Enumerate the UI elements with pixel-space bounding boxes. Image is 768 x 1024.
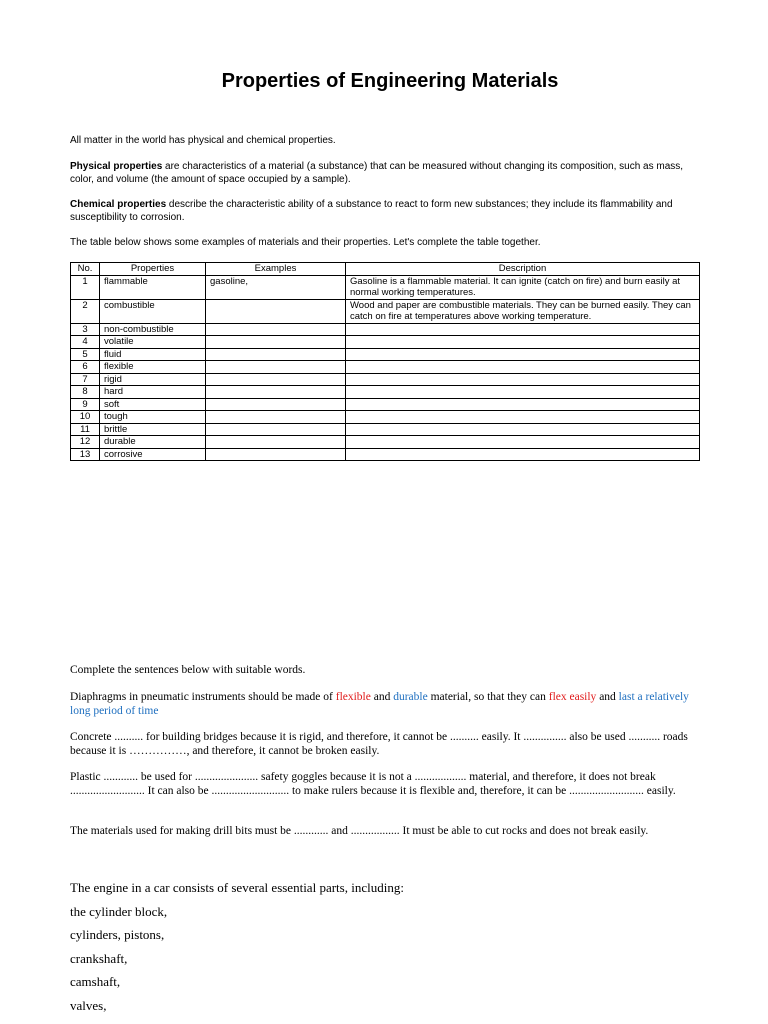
table-row xyxy=(71,336,700,349)
header-description: Description xyxy=(346,263,700,276)
row-example: gasoline, xyxy=(206,275,346,299)
chemical-properties-text: describe the characteristic ability of a substance to react to form new substances; they include its flammability and susceptibility to corrosion. xyxy=(70,199,673,223)
row-property: durable xyxy=(100,436,206,449)
row-number: 5 xyxy=(71,348,100,361)
row-description xyxy=(346,373,700,386)
engine-part-item: valves, xyxy=(70,998,107,1013)
row-example xyxy=(206,323,346,336)
page-title: Properties of Engineering Materials xyxy=(221,70,559,92)
row-example xyxy=(206,448,346,461)
intro-paragraph: All matter in the world has physical and chemical properties. xyxy=(70,135,336,146)
row-property: soft xyxy=(100,398,206,411)
table-row xyxy=(71,386,700,399)
engine-part-item: camshaft, xyxy=(70,974,121,989)
row-description xyxy=(346,411,700,424)
row-property: volatile xyxy=(100,336,206,349)
table-row xyxy=(71,373,700,386)
sentence-drill-bits: The materials used for making drill bits must be ............ and ................. It must be able to cut rocks and does not break easily. xyxy=(70,825,649,837)
row-property: rigid xyxy=(100,373,206,386)
header-examples: Examples xyxy=(206,263,346,276)
row-property: brittle xyxy=(100,423,206,436)
properties-table xyxy=(70,262,700,461)
row-example xyxy=(206,398,346,411)
row-example xyxy=(206,423,346,436)
table-intro-paragraph: The table below shows some examples of materials and their properties. Let's complete the table together. xyxy=(70,237,541,248)
table-header-row xyxy=(71,263,700,276)
row-description xyxy=(346,423,700,436)
row-number: 8 xyxy=(71,386,100,399)
engine-part-item: crankshaft, xyxy=(70,951,128,966)
row-example xyxy=(206,336,346,349)
chemical-properties-term: Chemical properties xyxy=(70,199,167,210)
row-number: 10 xyxy=(71,411,100,424)
row-example xyxy=(206,373,346,386)
row-example xyxy=(206,361,346,374)
row-example xyxy=(206,386,346,399)
answer-flex-easily: flex easily xyxy=(548,691,597,703)
engine-part-item: cylinders, pistons, xyxy=(70,927,165,942)
table-row xyxy=(71,411,700,424)
answer-durable: durable xyxy=(393,691,428,703)
row-property: tough xyxy=(100,411,206,424)
table-row xyxy=(71,423,700,436)
sentences-instruction: Complete the sentences below with suitable words. xyxy=(70,664,306,676)
engine-intro: The engine in a car consists of several essential parts, including: xyxy=(70,880,404,895)
row-number: 13 xyxy=(71,448,100,461)
row-number: 1 xyxy=(71,275,100,299)
row-property: flammable xyxy=(100,275,206,299)
row-description xyxy=(346,386,700,399)
row-description xyxy=(346,336,700,349)
physical-properties-term: Physical properties xyxy=(70,161,163,172)
table-row xyxy=(71,361,700,374)
row-number: 2 xyxy=(71,299,100,323)
row-property: flexible xyxy=(100,361,206,374)
s1-part-c: and xyxy=(370,691,394,703)
row-property: combustible xyxy=(100,299,206,323)
s1-part-g: and xyxy=(596,691,619,703)
row-property: fluid xyxy=(100,348,206,361)
row-example xyxy=(206,299,346,323)
header-properties: Properties xyxy=(100,263,206,276)
row-description: Wood and paper are combustible materials. They can be burned easily. They can catch on fire at temperatures above working temperature. xyxy=(346,299,700,323)
chemical-properties-paragraph xyxy=(70,198,704,224)
table-row xyxy=(71,323,700,336)
row-number: 11 xyxy=(71,423,100,436)
row-example xyxy=(206,436,346,449)
table-row xyxy=(71,448,700,461)
row-property: hard xyxy=(100,386,206,399)
row-description xyxy=(346,361,700,374)
row-property: non-combustible xyxy=(100,323,206,336)
table-row xyxy=(71,348,700,361)
row-number: 6 xyxy=(71,361,100,374)
s1-part-a: Diaphragms in pneumatic instruments should be made of xyxy=(70,691,336,703)
table-row xyxy=(71,436,700,449)
row-example xyxy=(206,348,346,361)
row-number: 9 xyxy=(71,398,100,411)
row-number: 4 xyxy=(71,336,100,349)
row-description xyxy=(346,448,700,461)
answer-flexible: flexible xyxy=(335,691,371,703)
sentence-concrete: Concrete .......... for building bridges because it is rigid, and therefore, it cannot be .......... easily. It ............... also be used ........... roads because it is ……………, and therefore, it cannot be broken easily. xyxy=(70,731,688,757)
sentence-plastic: Plastic ............ be used for ...................... safety goggles because it is not a .................. material, and therefore, it does not break .......................... It can also be ........................... to make rulers because it is flexible and, therefore, it can be .......................... easily. xyxy=(70,771,676,797)
physical-properties-text: are characteristics of a material (a substance) that can be measured without changing its composition, such as mass, color, and volume (the amount of space occupied by a sample). xyxy=(70,161,684,185)
s1-part-e: material, so that they can xyxy=(427,691,549,703)
engine-part-item: the cylinder block, xyxy=(70,904,168,919)
row-example xyxy=(206,411,346,424)
physical-properties-paragraph xyxy=(70,160,704,186)
sentence-diaphragms xyxy=(70,691,700,718)
table-row xyxy=(71,299,700,323)
row-description xyxy=(346,398,700,411)
row-description: Gasoline is a flammable material. It can ignite (catch on fire) and burn easily at normal working temperatures. xyxy=(346,275,700,299)
row-property: corrosive xyxy=(100,448,206,461)
row-number: 7 xyxy=(71,373,100,386)
row-description xyxy=(346,436,700,449)
row-description xyxy=(346,323,700,336)
answer-last-long: last a relatively long period of time xyxy=(70,691,689,717)
header-no: No. xyxy=(71,263,100,276)
table-row xyxy=(71,398,700,411)
row-number: 12 xyxy=(71,436,100,449)
row-number: 3 xyxy=(71,323,100,336)
row-description xyxy=(346,348,700,361)
table-row xyxy=(71,275,700,299)
